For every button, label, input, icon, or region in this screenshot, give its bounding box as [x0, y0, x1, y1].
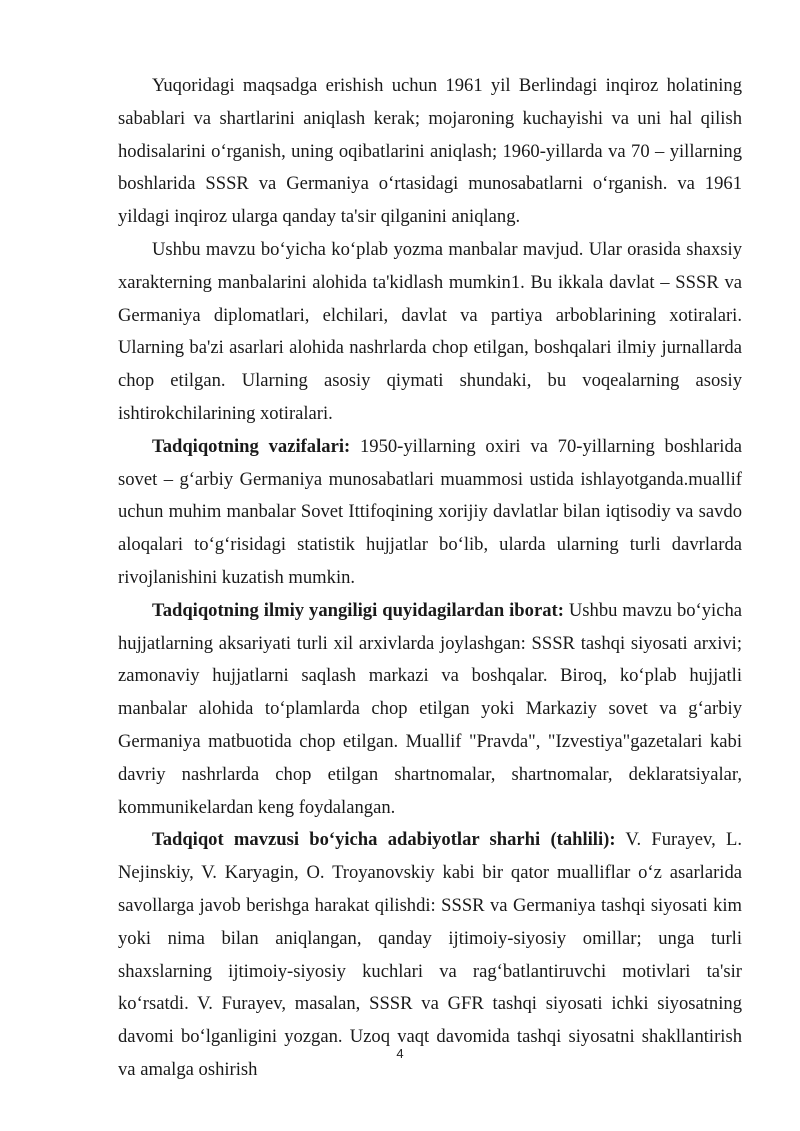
paragraph-text: Yuqoridagi maqsadga erishish uchun 1961 yil Berlindagi inqiroz holatining sabablari va shartlarini aniqlash kerak; mojaroning kuchayishi va uni hal qilish hodisalarini o‘rganish, uning oqibatlarini aniqlash; 1960-yillarda va 70 – yillarning boshlarida SSSR va Germaniya o‘rtasidagi munosabatlarni o‘rganish. va 1961 yildagi inqiroz ularga qanday ta'sir qilganini aniqlang. [118, 75, 742, 228]
paragraph-text: V. Furayev, L. Nejinskiy, V. Karyagin, O. Troyanovskiy kabi bir qator mualliflar o‘z asarlarida savollarga javob berishga harakat qilishdi: SSSR va Germaniya tashqi siyosati kim yoki nima bilan aniqlangan, qanday ijtimoiy-siyosiy omillar; unga turli shaxslarning ijtimoiy-siyosiy kuchlari va rag‘batlantiruvchi motivlari ta'sir ko‘rsatdi. V. Furayev, masalan, SSSR va GFR tashqi siyosati ichki siyosatning davomi bo‘lganligini yozgan. Uzoq vaqt davomida tashqi siyosatni shakllantirish va amalga oshirish [118, 829, 742, 1080]
paragraph-heading: Tadqiqotning ilmiy yangiligi quyidagilardan iborat: [152, 599, 564, 621]
paragraph-heading: Tadqiqotning vazifalari: [152, 435, 351, 457]
body-text [118, 70, 742, 1087]
page-number: 4 [396, 1046, 404, 1061]
paragraph-goals [118, 70, 742, 234]
paragraph-sources [118, 234, 742, 431]
paragraph-text: 1950-yillarning oxiri va 70-yillarning boshlarida sovet – g‘arbiy Germaniya munosabatlari muammosi ustida ishlayotganda.muallif uchun muhim manbalar Sovet Ittifoqining xorijiy davlatlar bilan iqtisodiy va savdo aloqalari to‘g‘risidagi statistik hujjatlar bo‘lib, ularda ularning turli davrlarda rivojlanishini kuzatish mumkin. [118, 435, 742, 588]
paragraph-text: Ushbu mavzu bo‘yicha ko‘plab yozma manbalar mavjud. Ular orasida shaxsiy xarakterning manbalarini alohida ta'kidlash mumkin1. Bu ikkala davlat – SSSR va Germaniya diplomatlari, elchilari, davlat va partiya arboblarining xotiralari. Ularning ba'zi asarlari alohida nashrlarda chop etilgan, boshqalari ilmiy jurnallarda chop etilgan. Ularning asosiy qiymati shundaki, bu voqealarning asosiy ishtirokchilarining xotiralari. [118, 238, 742, 424]
paragraph-heading: Tadqiqot mavzusi bo‘yicha adabiyotlar sharhi (tahlili): [152, 829, 616, 851]
paragraph-text: Ushbu mavzu bo‘yicha hujjatlarning aksariyati turli xil arxivlarda joylashgan: SSSR tashqi siyosati arxivi; zamonaviy hujjatlarni saqlash markazi va boshqalar. Biroq, ko‘plab hujjatli manbalar alohida to‘plamlarda chop etilgan yoki Markaziy sovet va g‘arbiy Germaniya matbuotida chop etilgan. Muallif "Pravda", "Izvestiya"gazetalari kabi davriy nashrlarda chop etilgan shartnomalar, shartnomalar, deklaratsiyalar, kommunikelardan keng foydalangan. [118, 599, 742, 818]
paragraph-tasks [118, 431, 742, 595]
paragraph-novelty [118, 595, 742, 825]
